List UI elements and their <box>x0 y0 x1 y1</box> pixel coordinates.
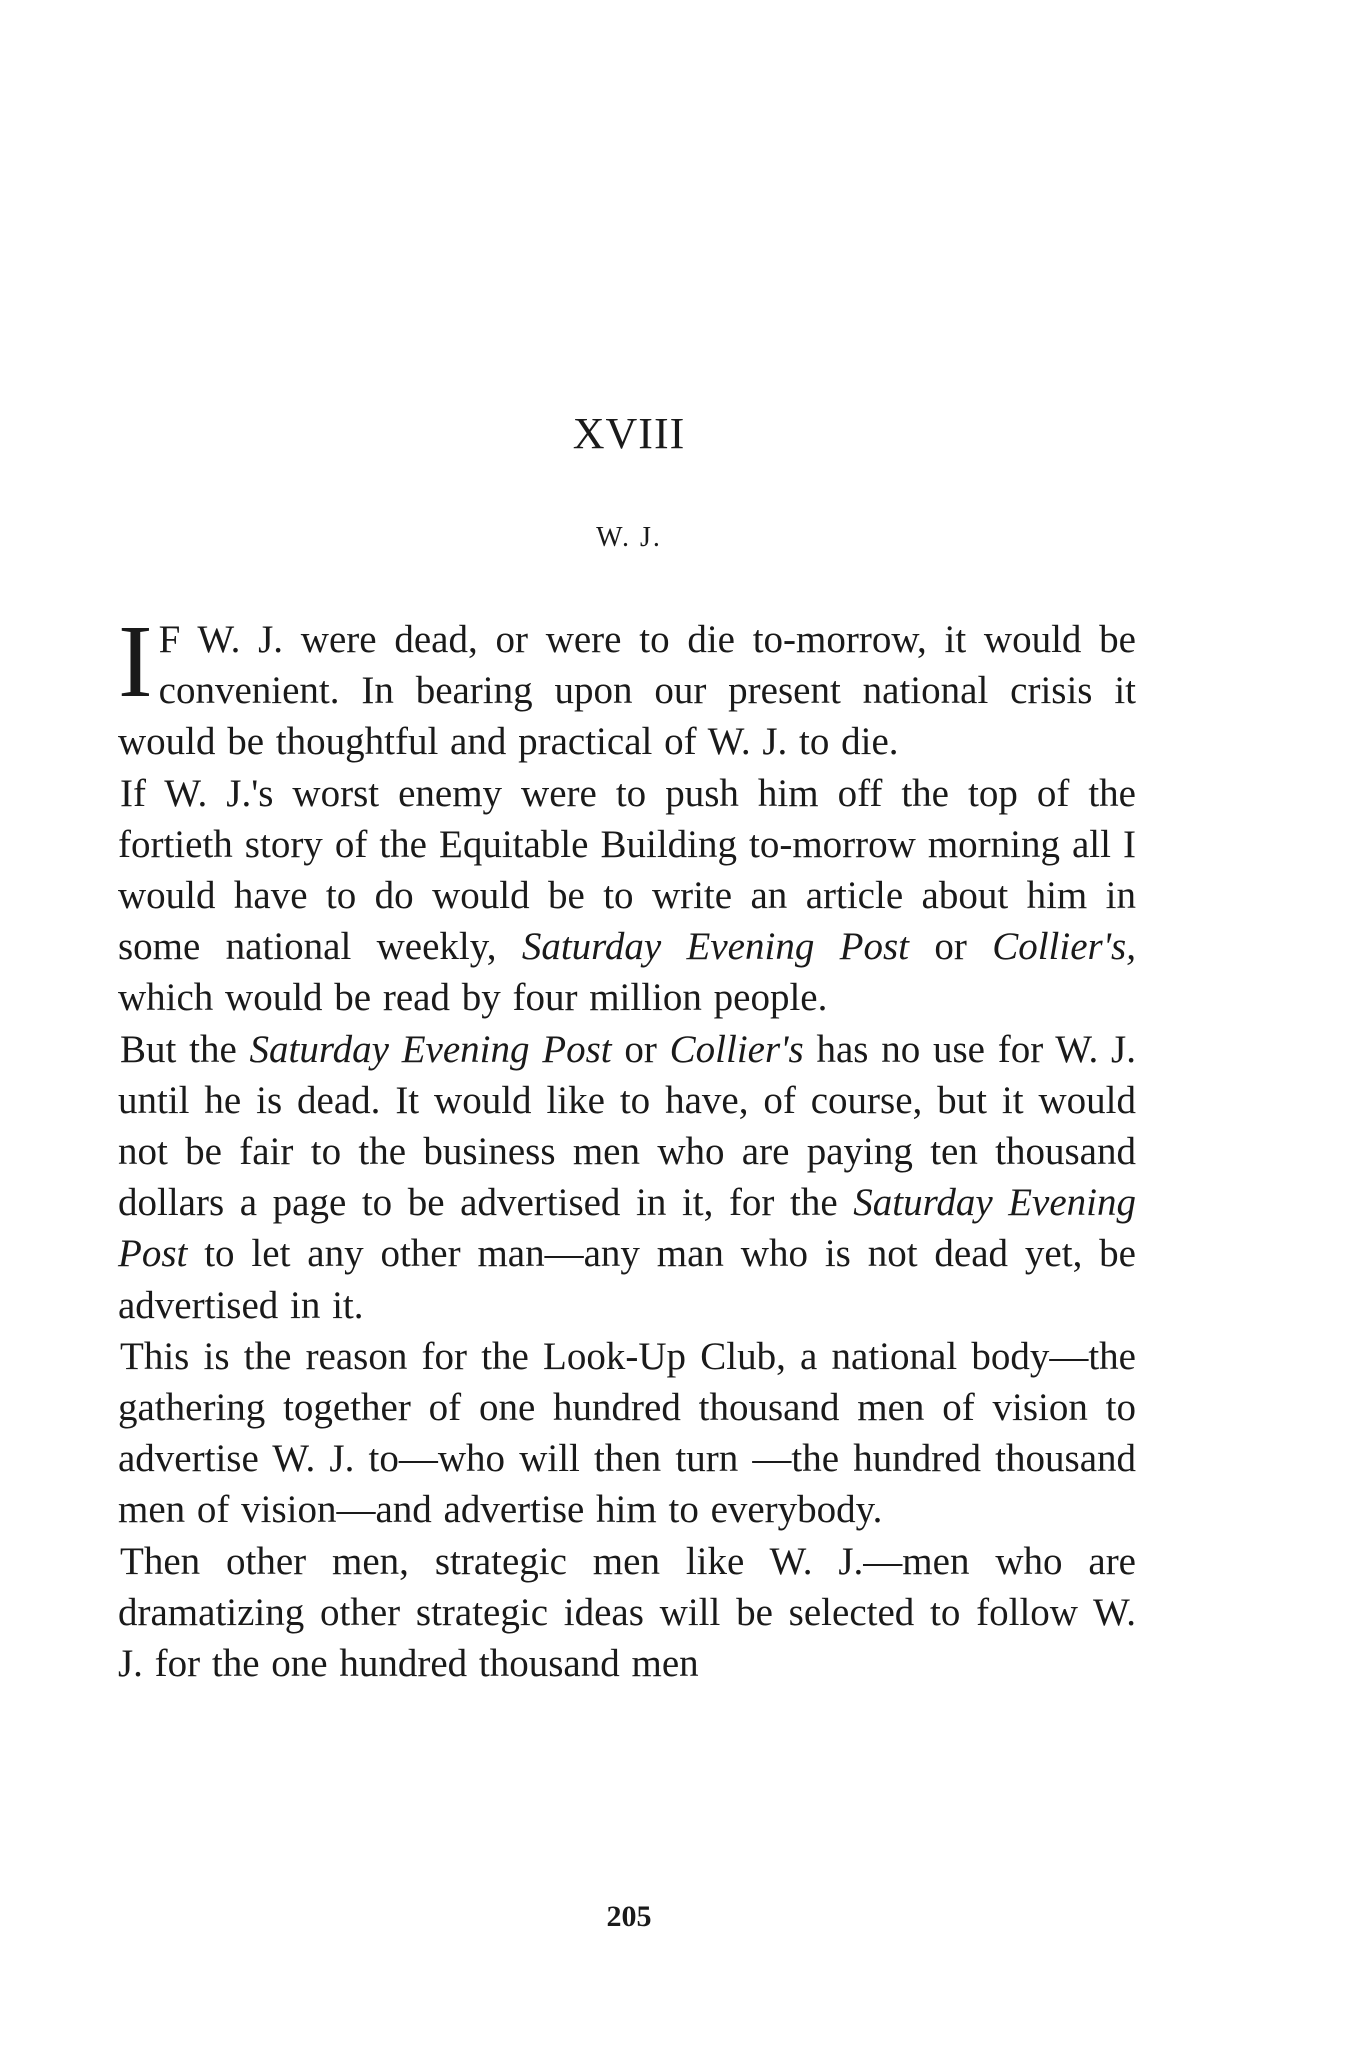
page-number: 205 <box>606 1900 652 1933</box>
paragraph-1 <box>118 604 1136 768</box>
paragraph-2 <box>118 768 1136 1024</box>
paragraph-3-text-e: has no use for W. J. until he is dead. It would like to have, of course, but it would not be fair to the business men who are paying ten thousand dollars a page to be advertised in it, for the <box>118 1027 1136 1225</box>
drop-cap: I <box>118 604 153 719</box>
paragraph-2-text-a: If W. J.'s worst enemy were to push him off the top of the fortieth story of the Equitable Building to-morrow morning all I would have to do would be to write an article about him in some national weekly, <box>118 771 1136 969</box>
paragraph-1-text: F W. J. were dead, or were to die to-morrow, it would be convenient. In bearing upon our present national crisis it would be thoughtful and practical of W. J. to die. <box>118 618 1136 764</box>
paragraph-5-text: Then other men, strategic men like W. J.—men who are dramatizing other strategic ideas will be selected to follow W. J. for the one hundred thousand men <box>118 1539 1136 1686</box>
chapter-title: W. J. <box>596 522 662 553</box>
paragraph-2-italic-b: Saturday Evening Post <box>521 925 910 969</box>
paragraph-3-italic-f: Saturday Evening Post <box>118 1181 1136 1276</box>
paragraph-3-text-a: But the <box>120 1027 250 1071</box>
paragraph-4-text: This is the reason for the Look-Up Club, a national body—the gathering together of one hundred thousand men of vision to advertise W. J. to—who will then turn —the hundred thousand men of vision—and advertise him to everybody. <box>118 1334 1136 1532</box>
chapter-number: XVIII <box>572 409 686 458</box>
paragraph-2-text-e: which would be read by four million people. <box>118 976 828 1020</box>
paragraph-3-italic-b: Saturday Evening Post <box>249 1027 612 1071</box>
paragraph-4 <box>118 1331 1136 1536</box>
paragraph-3 <box>118 1024 1136 1331</box>
paragraph-3-text-c: or <box>611 1027 670 1071</box>
paragraph-2-text-c: or <box>909 925 993 969</box>
paragraph-3-italic-d: Collier's <box>669 1027 804 1071</box>
paragraph-2-italic-d: Collier's, <box>992 925 1136 969</box>
paragraph-5 <box>118 1536 1136 1690</box>
body-text <box>118 604 1136 1689</box>
paragraph-3-text-g: to let any other man—any man who is not dead yet, be advertised in it. <box>118 1232 1136 1327</box>
